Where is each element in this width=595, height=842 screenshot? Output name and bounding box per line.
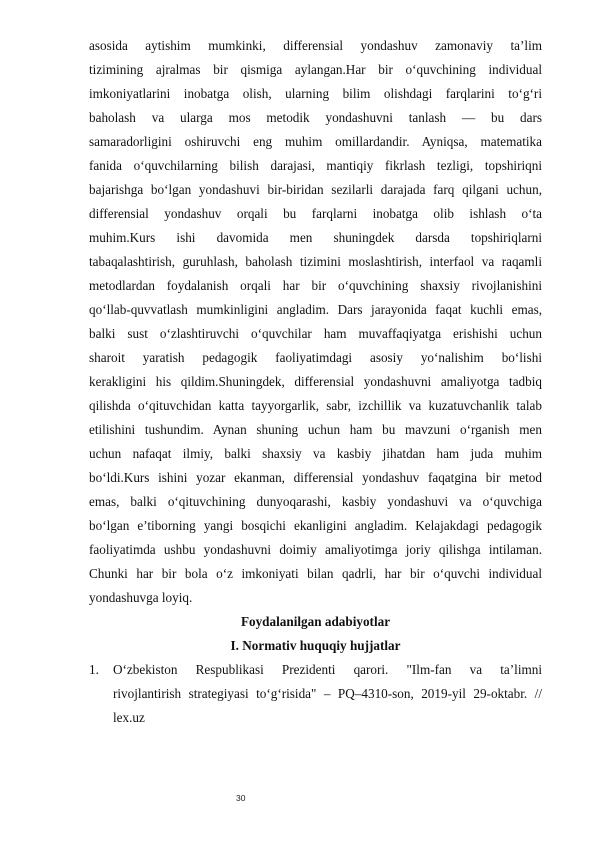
body-text-line: Chunki har bir bola o‘z imkoniyati bilan qadrli, har bir o‘quvchi individual [89,566,542,581]
body-text-line: tizimining ajralmas bir qismiga aylangan.Har bir o‘quvchining individual [89,62,542,77]
body-text-line: metodlardan foydalanish orqali har bir o‘quvchining shaxsiy rivojlanishini [89,278,542,293]
body-text-line: uchun nafaqat ilmiy, balki shaxsiy va kasbiy jihatdan ham juda muhim [89,446,542,461]
body-text-line: asosida aytishim mumkinki, differensial yondashuv zamonaviy ta’lim [89,38,542,53]
body-text-line: kerakligini his qildim.Shuningdek, differensial yondashuvni amaliyotga tadbiq [89,374,542,389]
body-text-line: tabaqalashtirish, guruhlash, baholash tizimini moslashtirish, interfaol va raqamli [89,254,542,269]
reference-text-line: O‘zbekiston Respublikasi Prezidenti qarori. "Ilm-fan va ta’limni [113,662,542,677]
body-text-line: etilishini tushundim. Aynan shuning uchun ham bu mavzuni o‘rganish men [89,422,542,437]
body-text-line: sharoit yaratish pedagogik faoliyatimdagi asosiy yo‘nalishim bo‘lishi [89,350,542,365]
reference-number: 1. [89,662,99,677]
body-text-line: baholash va ularga mos metodik yondashuvni tanlash — bu dars [89,110,542,125]
body-text-line: faoliyatimda ushbu yondashuvni doimiy amaliyotimga joriy qilishga intilaman. [89,542,542,557]
body-text-line: fanida o‘quvchilarning bilish darajasi, mantiqiy fikrlash tezligi, topshiriqni [89,158,542,173]
references-subheading: I. Normativ huquqiy hujjatlar [230,638,401,653]
body-text-line: yondashuvga loyiq. [89,590,193,605]
body-text-line: bo‘lgan e’tiborning yangi bosqichi ekanligini angladim. Kelajakdagi pedagogik [89,518,542,533]
body-text-line: qo‘llab-quvvatlash mumkinligini angladim. Dars jarayonida faqat kuchli emas, [89,302,542,317]
body-text-line: bajarishga bo‘lgan yondashuvi bir-biridan sezilarli darajada farq qilgani uchun, [89,182,542,197]
body-text-line: muhim.Kurs ishi davomida men shuningdek darsda topshiriqlarni [89,230,542,245]
body-text-line: emas, balki o‘qituvchining dunyoqarashi, kasbiy yondashuvi va o‘quvchiga [89,494,542,509]
page-number: 30 [236,793,246,803]
references-heading: Foydalanilgan adabiyotlar [240,614,391,629]
reference-text-line: rivojlantirish strategiyasi to‘g‘risida" – PQ–4310-son, 2019-yil 29-oktabr. // [113,686,542,701]
reference-text-line: lex.uz [113,710,145,725]
body-text-line: samaradorligini oshiruvchi eng muhim omillardandir. Ayniqsa, matematika [89,134,542,149]
body-text-line: balki sust o‘zlashtiruvchi o‘quvchilar ham muvaffaqiyatga erishishi uchun [89,326,542,341]
body-text-line: qilishda o‘qituvchidan katta tayyorgarlik, sabr, izchillik va kuzatuvchanlik talab [89,398,542,413]
body-text-line: bo‘ldi.Kurs ishini yozar ekanman, differensial yondashuv faqatgina bir metod [89,470,542,485]
body-text-line: differensial yondashuv orqali bu farqlarni inobatga olib ishlash o‘ta [89,206,542,221]
body-text-line: imkoniyatlarini inobatga olish, ularning bilim olishdagi farqlarini to‘g‘ri [89,86,542,101]
